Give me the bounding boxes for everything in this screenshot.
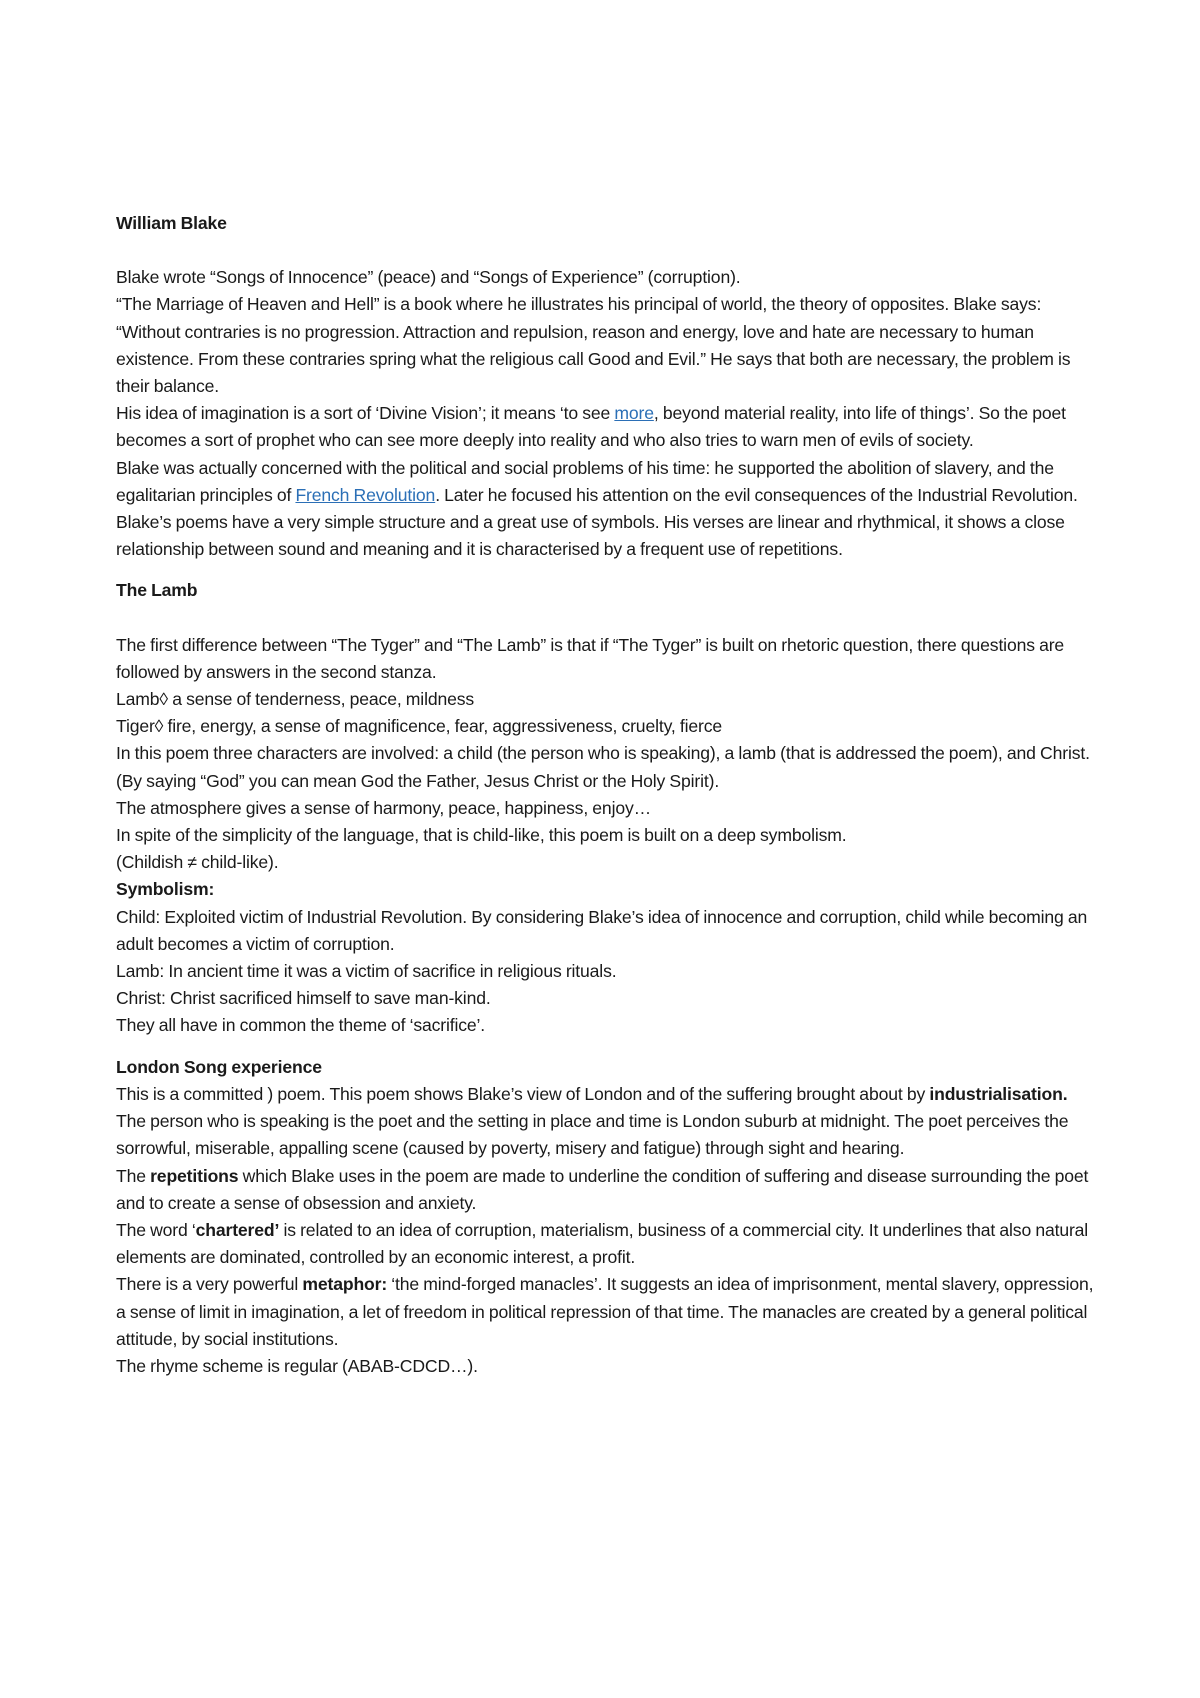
document-title: William Blake [116, 213, 227, 233]
london-chartered-after: is related to an idea of corruption, materialism, business of a commercial city. It underlines that also natural elements are dominated, controlled by an economic interest, a profit. [116, 1219, 1089, 1268]
document-body [116, 210, 1096, 1380]
symbolism-line: They all have in common the theme of ‘sacrifice’. [116, 1015, 486, 1036]
london-chartered-before: The word ‘ [116, 1219, 196, 1240]
london-metaphor-before: There is a very powerful [116, 1274, 303, 1295]
london-heading: London Song experience [116, 1056, 322, 1077]
lamb-line: The atmosphere gives a sense of harmony, peace, happiness, enjoy… [116, 797, 652, 818]
london-rep-before: The [116, 1165, 151, 1186]
politics-text-before: Blake was actually concerned with the political and social problems of his time: he supported the abolition of slavery, and the egalitarian principles of [116, 457, 1054, 505]
symbolism-heading: Symbolism: [116, 879, 215, 900]
london-chartered [116, 1217, 1096, 1271]
style-paragraph: Blake’s poems have a very simple structure and a great use of symbols. His verses are linear and rhythmical, it shows a close relationship between sound and meaning and it is characterised by a frequent use of repetitions. [116, 512, 1065, 560]
lamb-line: In this poem three characters are involved: a child (the person who is speaking), a lamb (that is addressed the poem), and Christ. (By saying “God” you can mean God the Father, Jesus Christ or the Holy Spirit). [116, 743, 1090, 791]
london-speaker: The person who is speaking is the poet and the setting in place and time is London suburb at midnight. The poet perceives the sorrowful, miserable, appalling scene (caused by poverty, misery and fatigue) through sight and hearing. [116, 1111, 1069, 1159]
lamb-line: (Childish ≠ child-like). [116, 852, 279, 873]
intro-songs: Blake wrote “Songs of Innocence” (peace) and “Songs of Experience” (corruption). [116, 267, 741, 288]
london-committed [116, 1081, 1096, 1108]
lamb-line: Tiger◊ fire, energy, a sense of magnificence, fear, aggressiveness, cruelty, fierce [116, 716, 723, 737]
lamb-heading: The Lamb [116, 580, 198, 601]
london-metaphor-bold: metaphor: [302, 1274, 388, 1295]
lamb-line: The first difference between “The Tyger” and “The Lamb” is that if “The Tyger” is built on rhetoric question, there questions are followed by answers in the second stanza. [116, 634, 1065, 682]
london-rhyme: The rhyme scheme is regular (ABAB-CDCD…). [116, 1355, 478, 1376]
lamb-line: In spite of the simplicity of the language, that is child-like, this poem is built on a deep symbolism. [116, 825, 847, 846]
london-repetitions [116, 1163, 1096, 1217]
london-rep-bold: repetitions [150, 1165, 239, 1186]
london-metaphor-after: ‘the mind-forged manacles’. It suggests an idea of imprisonment, mental slavery, oppression, a sense of limit in imagination, a let of freedom in political repression of that time. The manacles are created by a general political attitude, by social institutions. [116, 1274, 1094, 1349]
london-metaphor [116, 1271, 1096, 1353]
politics-text-after: . Later he focused his attention on the evil consequences of the Industrial Revolution. [435, 484, 1078, 505]
lamb-line: Lamb◊ a sense of tenderness, peace, mildness [116, 689, 475, 710]
politics-paragraph [116, 455, 1096, 509]
more-link[interactable]: more [614, 403, 654, 424]
london-rep-after: which Blake uses in the poem are made to underline the condition of suffering and disease surrounding the poet and to create a sense of obsession and anxiety. [116, 1165, 1089, 1213]
symbolism-line: Child: Exploited victim of Industrial Revolution. By considering Blake’s idea of innocence and corruption, child while becoming an adult becomes a victim of corruption. [116, 906, 1088, 954]
symbolism-line: Christ: Christ sacrificed himself to save man-kind. [116, 988, 491, 1009]
symbolism-line: Lamb: In ancient time it was a victim of sacrifice in religious rituals. [116, 961, 617, 982]
imagination-paragraph [116, 400, 1096, 454]
imagination-text-after: , beyond material reality, into life of things’. So the poet becomes a sort of prophet who can see more deeply into reality and who also tries to warn men of evils of society. [116, 403, 1066, 451]
london-chartered-bold: chartered’ [195, 1219, 280, 1240]
french-revolution-link[interactable]: French Revolution [295, 484, 436, 505]
london-committed-bold: industrialisation. [929, 1083, 1068, 1104]
london-committed-text: This is a committed ) poem. This poem shows Blake’s view of London and of the suffering brought about by [116, 1083, 930, 1104]
imagination-text-before: His idea of imagination is a sort of ‘Divine Vision’; it means ‘to see [116, 403, 615, 424]
intro-marriage: “The Marriage of Heaven and Hell” is a book where he illustrates his principal of world, the theory of opposites. Blake says: “Without contraries is no progression. Attraction and repulsion, reason and energy, love and hate are necessary to human existence. From these contraries spring what the religious call Good and Evil.” He says that both are necessary, the problem is their balance. [116, 294, 1071, 397]
